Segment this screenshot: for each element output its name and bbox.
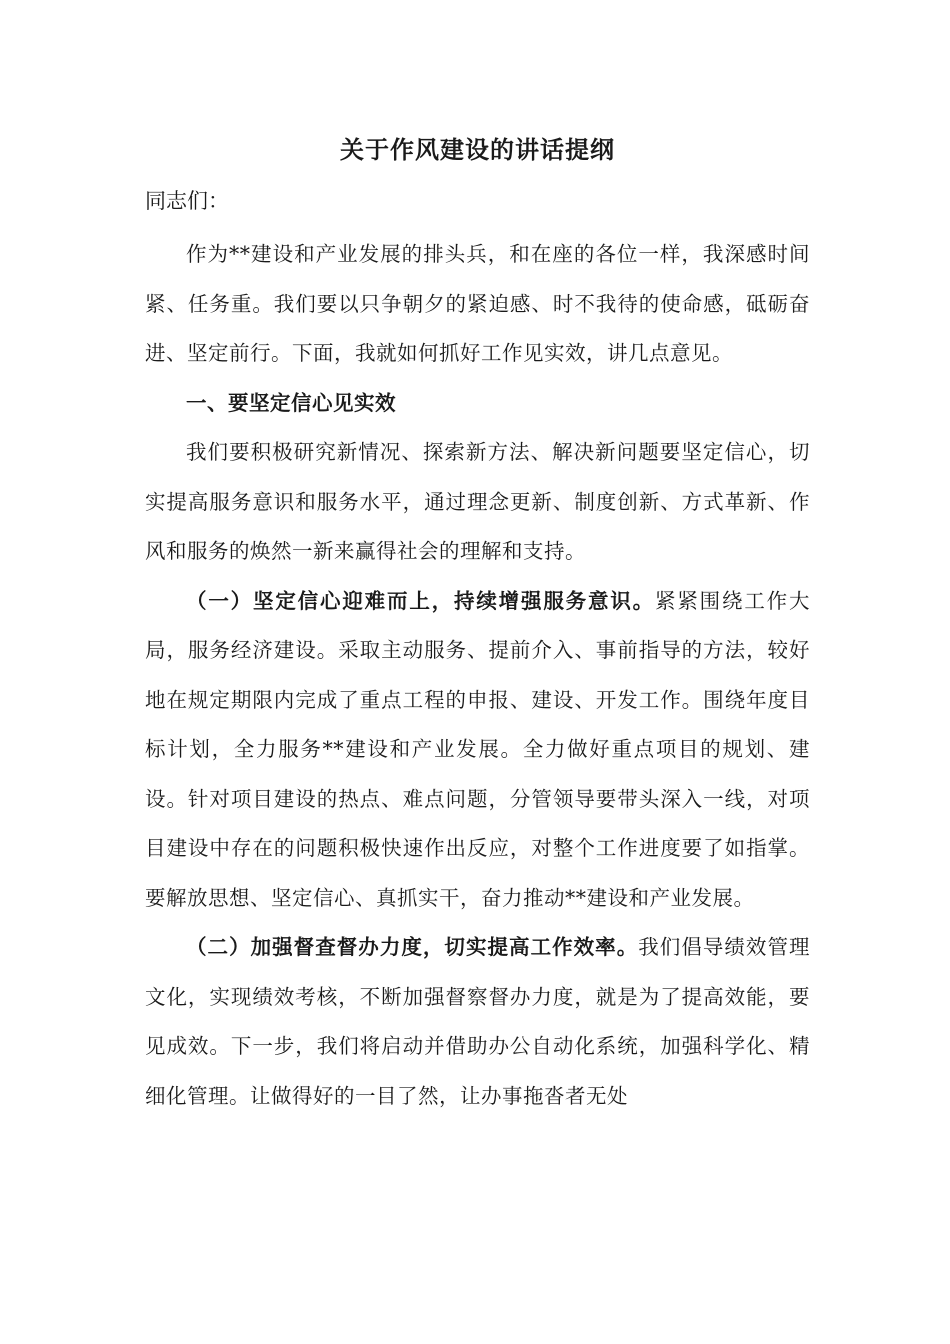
intro-paragraph: 作为**建设和产业发展的排头兵，和在座的各位一样，我深感时间紧、任务重。我们要以只争朝夕的紧迫感、时不我待的使命感，砥砺奋进、坚定前行。下面，我就如何抓好工作见实效，讲几点意见。 [145, 242, 810, 365]
subsection-2-lead: （二）加强督查督办力度，切实提高工作效率。 [186, 935, 639, 959]
section-1-body: 我们要积极研究新情况、探索新方法、解决新问题要坚定信心，切实提高服务意识和服务水平，通过理念更新、制度创新、方式革新、作风和服务的焕然一新来赢得社会的理解和支持。 [145, 440, 810, 563]
subsection-1-lead: （一）坚定信心迎难而上，持续增强服务意识。 [186, 588, 655, 613]
subsection-2-body: 我们倡导绩效管理文化，实现绩效考核，不断加强督察督办力度，就是为了提高效能，要见成效。下一步，我们将启动并借助办公自动化系统，加强科学化、精细化管理。让做得好的一目了然，让办事拖沓者无处 [145, 935, 810, 1108]
subsection-1-body: 紧紧围绕工作大局，服务经济建设。采取主动服务、提前介入、事前指导的方法，较好地在规定期限内完成了重点工程的申报、建设、开发工作。围绕年度目标计划，全力服务**建设和产业发展。全力做好重点项目的规划、建设。针对项目建设的热点、难点问题，分管领导要带头深入一线，对项目建设中存在的问题积极快速作出反应，对整个工作进度要了如指掌。要解放思想、坚定信心、真抓实干，奋力推动**建设和产业发展。 [145, 588, 810, 910]
subsection-1-paragraph [145, 577, 810, 924]
section-1-heading: 一、要坚定信心见实效 [186, 390, 396, 415]
greeting: 同志们： [145, 189, 229, 213]
subsection-2-paragraph [145, 923, 810, 1121]
document-page [145, 130, 810, 1121]
document-title: 关于作风建设的讲话提纲 [340, 135, 615, 164]
